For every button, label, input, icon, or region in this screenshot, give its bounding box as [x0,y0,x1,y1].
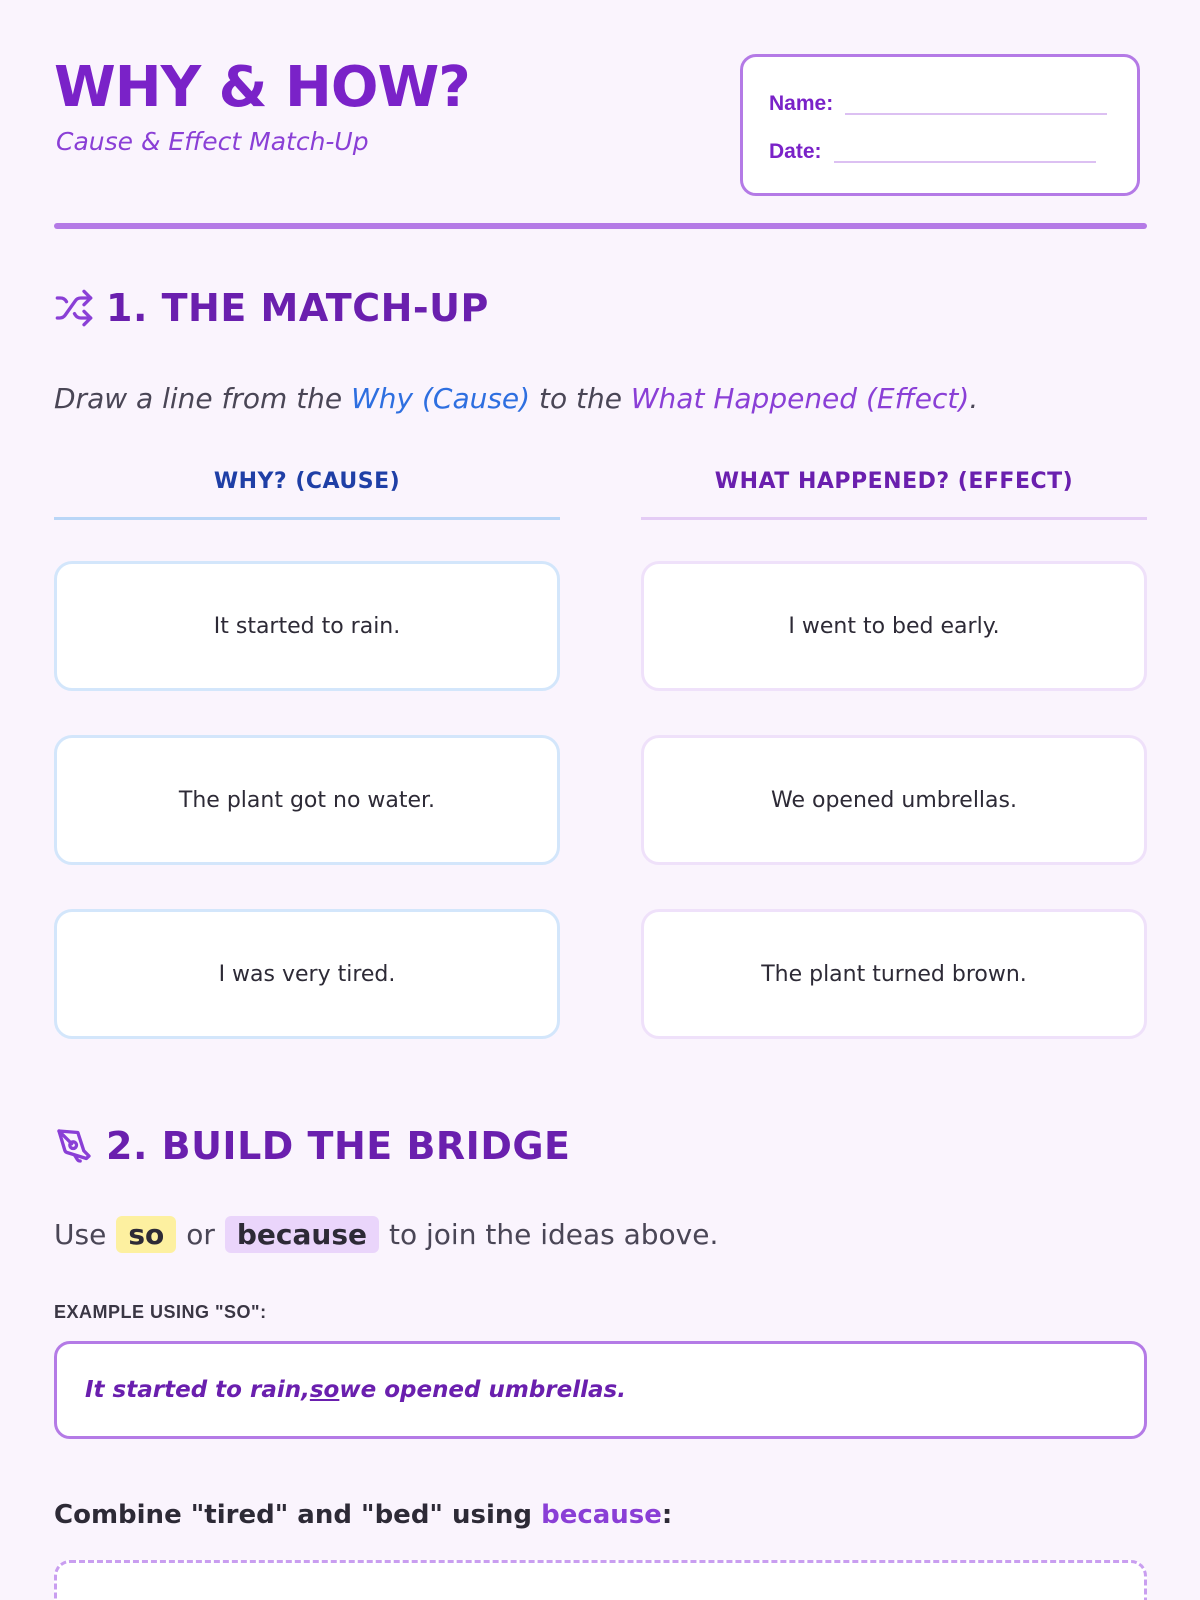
section-heading-build-bridge [54,1124,571,1168]
bridge-instruction-or: or [186,1218,215,1251]
name-row [769,87,1107,117]
name-date-box [740,54,1140,196]
example-part1: It started to rain, [85,1377,310,1403]
combine-suffix: : [661,1500,673,1530]
section-heading-text: 2. BUILD THE BRIDGE [106,1124,571,1168]
cause-card[interactable]: It started to rain. [54,561,560,691]
section-heading-match-up [54,286,489,330]
so-chip: so [116,1216,176,1253]
date-field[interactable] [834,161,1096,163]
bridge-instruction-suffix: to join the ideas above. [389,1218,719,1251]
effect-card[interactable]: The plant turned brown. [641,909,1147,1039]
instruction-middle: to the [530,382,631,415]
cause-term: Why (Cause) [351,382,531,415]
name-field[interactable] [845,113,1107,115]
cause-card[interactable]: I was very tired. [54,909,560,1039]
bridge-instruction-prefix: Use [54,1218,107,1251]
bridge-instruction [54,1216,718,1253]
worksheet-title: WHY & HOW? [54,55,470,120]
instruction-suffix: . [969,382,979,415]
header-divider [54,223,1147,229]
example-part2: we opened umbrellas. [339,1377,626,1403]
shuffle-icon [54,288,94,328]
worksheet-page [54,0,1147,1600]
combine-prompt [54,1500,672,1530]
answer-box[interactable] [54,1560,1147,1600]
effect-card[interactable]: We opened umbrellas. [641,735,1147,865]
example-label: EXAMPLE USING "SO": [54,1302,267,1322]
match-instruction [54,382,978,415]
worksheet-subtitle: Cause & Effect Match-Up [56,127,369,156]
date-label: Date: [769,140,822,163]
cause-card[interactable]: The plant got no water. [54,735,560,865]
effect-term: What Happened (Effect) [630,382,970,415]
instruction-prefix: Draw a line from the [54,382,352,415]
cause-column [54,460,560,987]
effect-column [641,460,1147,987]
name-label: Name: [769,92,834,115]
cause-column-header: WHY? (CAUSE) [54,460,560,520]
effect-column-header: WHAT HAPPENED? (EFFECT) [641,460,1147,520]
because-chip: because [225,1216,379,1253]
section-heading-text: 1. THE MATCH-UP [106,286,489,330]
example-box [54,1341,1147,1439]
date-row [769,135,1096,165]
combine-prefix: Combine "tired" and "bed" using [54,1500,542,1530]
effect-card[interactable]: I went to bed early. [641,561,1147,691]
pen-nib-icon [54,1126,94,1166]
combine-keyword: because [541,1500,662,1530]
example-connector: so [309,1377,340,1403]
